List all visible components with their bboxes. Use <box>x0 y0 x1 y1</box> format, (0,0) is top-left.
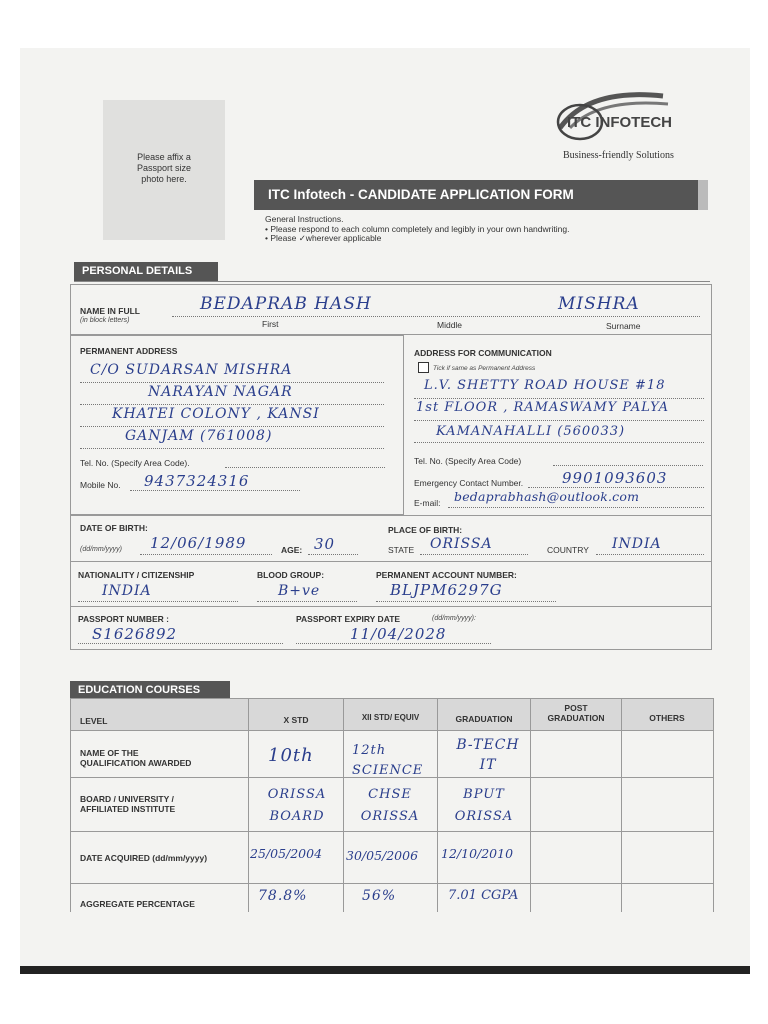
row-divider <box>70 831 714 832</box>
blood-group-label: BLOOD GROUP: <box>257 570 325 580</box>
dob-label: DATE OF BIRTH: <box>80 523 148 533</box>
address-line <box>414 398 704 399</box>
blood-group-line <box>257 601 357 602</box>
instructions-heading: General Instructions. <box>265 214 344 224</box>
row-label-board: BOARD / UNIVERSITY / AFFILIATED INSTITUTE <box>80 794 176 814</box>
row-divider <box>70 883 714 884</box>
blood-group-value: B+ve <box>278 583 321 599</box>
surname-label: Surname <box>606 321 641 331</box>
header-others: OTHERS <box>649 713 685 723</box>
row-label-percentage: AGGREGATE PERCENTAGE <box>80 899 195 909</box>
dob-value: 12/06/1989 <box>150 534 247 552</box>
scan-edge-shadow <box>20 966 750 974</box>
cell-grad-date: 12/10/2010 <box>441 846 514 861</box>
address-line <box>414 420 704 421</box>
header-xii-std: XII STD/ EQUIV <box>361 713 420 722</box>
header-level: LEVEL <box>80 716 108 726</box>
pan-line <box>376 601 556 602</box>
itc-infotech-logo <box>548 88 708 148</box>
row-label-qualification: NAME OF THE QUALIFICATION AWARDED <box>80 748 192 768</box>
emergency-label: Emergency Contact Number. <box>414 478 524 488</box>
header-graduation: GRADUATION <box>455 714 513 724</box>
cell-xii-date: 30/05/2006 <box>346 848 419 863</box>
header-post-graduation: POST GRADUATION <box>547 703 605 723</box>
address-line <box>80 448 384 449</box>
country-value: INDIA <box>612 536 662 552</box>
name-label: NAME IN FULL <box>80 306 140 316</box>
header-x-std: X STD <box>283 715 309 725</box>
emergency-value: 9901093603 <box>562 469 668 487</box>
state-label: STATE <box>388 545 415 555</box>
mobile-label: Mobile No. <box>80 480 121 490</box>
cell-grad-qualification: B-TECH IT <box>456 737 520 773</box>
tel-line <box>225 467 385 468</box>
address-line <box>414 442 704 443</box>
pob-label: PLACE OF BIRTH: <box>388 525 463 535</box>
emergency-line <box>528 487 704 488</box>
age-line <box>308 554 358 555</box>
nationality-value: INDIA <box>102 583 152 599</box>
cell-x-percentage: 78.8% <box>258 888 308 904</box>
cell-x-qualification: 10th <box>268 745 314 766</box>
age-value: 30 <box>314 535 336 553</box>
comm-tel-label: Tel. No. (Specify Area Code) <box>414 456 522 466</box>
cell-xii-board: CHSE ORISSA <box>360 787 420 824</box>
cell-x-date: 25/05/2004 <box>250 846 323 861</box>
middle-label: Middle <box>437 320 463 330</box>
permanent-address-line-3: KHATEI COLONY , KANSI <box>112 406 320 422</box>
dob-sublabel: (dd/mm/yyyy) <box>80 546 122 553</box>
pan-value: BLJPM6297G <box>390 581 503 599</box>
cell-grad-board: BPUT ORISSA <box>454 787 514 824</box>
age-label: AGE: <box>281 545 303 555</box>
communication-address-line-2: 1st FLOOR , RAMASWAMY PALYA <box>416 400 670 415</box>
logo-text: ITC INFOTECH <box>567 114 672 131</box>
address-line <box>80 382 384 383</box>
instruction-line-2: • Please ✓wherever applicable <box>265 233 382 243</box>
form-title: ITC Infotech - CANDIDATE APPLICATION FORM <box>254 180 708 210</box>
first-name-value: BEDAPRAB HASH <box>200 294 372 314</box>
country-line <box>596 554 704 555</box>
mobile-value: 9437324316 <box>144 472 250 490</box>
address-line <box>80 404 384 405</box>
communication-address-line-3: KAMANAHALLI (560033) <box>436 424 626 439</box>
pan-label: PERMANENT ACCOUNT NUMBER: <box>376 570 517 580</box>
permanent-address-line-4: GANJAM (761008) <box>125 428 273 444</box>
cell-grad-percentage: 7.01 CGPA <box>448 888 519 903</box>
tick-label: Tick if same as Permanent Address <box>433 365 536 372</box>
permanent-address-line-1: C/O SUDARSAN MISHRA <box>90 362 293 378</box>
same-address-checkbox[interactable] <box>418 362 429 373</box>
divider <box>70 606 712 607</box>
nationality-label: NATIONALITY / CITIZENSHIP <box>78 570 195 580</box>
address-line <box>80 426 384 427</box>
education-courses-heading: EDUCATION COURSES <box>70 681 230 700</box>
email-line <box>448 507 704 508</box>
instruction-line-1: • Please respond to each column completely and legibly in your own handwriting. <box>265 223 570 234</box>
passport-expiry-sublabel: (dd/mm/yyyy): <box>432 615 476 622</box>
tel-label: Tel. No. (Specify Area Code). <box>80 458 190 468</box>
permanent-address-label: PERMANENT ADDRESS <box>80 346 178 356</box>
row-label-date: DATE ACQUIRED (dd/mm/yyyy) <box>80 853 208 863</box>
cell-xii-qualification: 12th SCIENCE <box>352 743 424 778</box>
general-instructions <box>265 215 569 244</box>
nationality-line <box>78 601 238 602</box>
passport-number-value: S1626892 <box>92 625 178 643</box>
passport-number-label: PASSPORT NUMBER : <box>78 614 169 624</box>
logo-tagline: Business-friendly Solutions <box>563 150 674 161</box>
dob-line <box>140 554 272 555</box>
first-label: First <box>262 319 279 329</box>
mobile-line <box>130 490 300 491</box>
email-label: E-mail: <box>414 498 441 508</box>
country-label: COUNTRY <box>547 545 589 555</box>
communication-address-label: ADDRESS FOR COMMUNICATION <box>414 348 552 358</box>
cell-xii-percentage: 56% <box>362 888 397 904</box>
email-value: bedaprabhash@outlook.com <box>454 489 640 504</box>
passport-expiry-line <box>296 643 491 644</box>
name-sublabel: (in block letters) <box>80 317 130 324</box>
comm-tel-line <box>553 465 703 466</box>
surname-value: MISHRA <box>558 294 640 314</box>
row-divider <box>70 730 714 731</box>
divider <box>70 561 712 562</box>
personal-details-heading: PERSONAL DETAILS <box>74 262 218 281</box>
section-underline <box>74 281 710 282</box>
passport-expiry-label: PASSPORT EXPIRY DATE <box>296 614 401 624</box>
passport-number-line <box>78 643 283 644</box>
cell-x-board: ORISSA BOARD <box>267 787 327 824</box>
photo-instruction: Please affix a Passport size photo here. <box>136 152 192 184</box>
name-line <box>172 316 700 317</box>
state-value: ORISSA <box>430 536 493 552</box>
communication-address-line-1: L.V. SHETTY ROAD HOUSE #18 <box>424 378 666 393</box>
divider <box>70 515 712 516</box>
permanent-address-line-2: NARAYAN NAGAR <box>148 384 293 400</box>
state-line <box>420 554 528 555</box>
passport-expiry-value: 11/04/2028 <box>350 625 447 643</box>
